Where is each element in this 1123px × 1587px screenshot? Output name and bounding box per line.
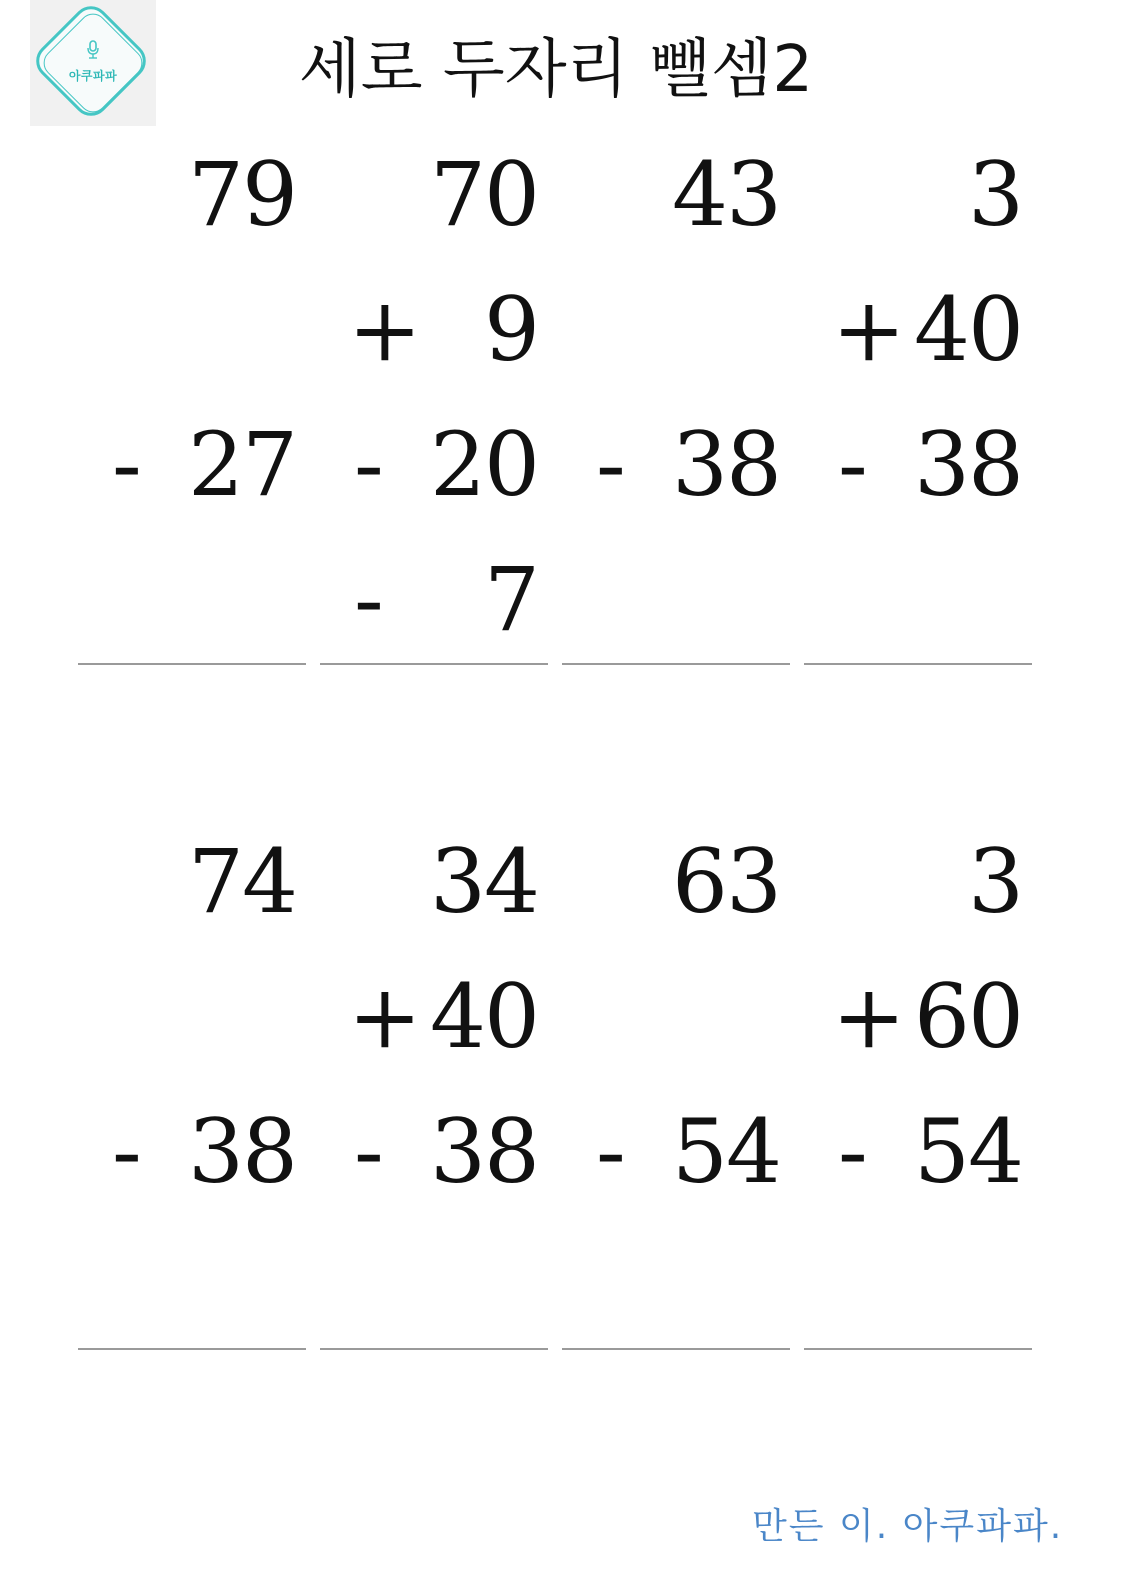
problem-line (320, 415, 548, 515)
answer-line (320, 663, 548, 665)
operator-sign: + (832, 965, 906, 1068)
problem-line (78, 967, 306, 1067)
operand-number: 40 (914, 278, 1022, 381)
operator-sign: - (354, 1100, 384, 1203)
operator-sign: - (596, 413, 626, 516)
problem-line (78, 415, 306, 515)
operand-number: 34 (430, 830, 538, 933)
operator-sign: + (832, 278, 906, 381)
problem-line (320, 280, 548, 380)
operand-number: 79 (188, 143, 296, 246)
operand-number: 7 (484, 548, 538, 651)
operand-number: 40 (430, 965, 538, 1068)
problem-line (562, 145, 790, 245)
operand-number: 74 (188, 830, 296, 933)
problem-line (78, 145, 306, 245)
operand-number: 27 (188, 413, 296, 516)
operator-sign: - (112, 1100, 142, 1203)
operand-number: 38 (672, 413, 780, 516)
problem-line (320, 1102, 548, 1202)
problem-line (78, 1102, 306, 1202)
operand-number: 3 (968, 830, 1022, 933)
problem-line (78, 280, 306, 380)
answer-line (320, 1348, 548, 1350)
operator-sign: + (348, 278, 422, 381)
problem-line (562, 280, 790, 380)
operand-number: 54 (672, 1100, 780, 1203)
operand-number: 9 (484, 278, 538, 381)
operand-number: 38 (914, 413, 1022, 516)
problem-line (78, 550, 306, 650)
logo-text: 아쿠파파 (68, 69, 118, 83)
operator-sign: - (354, 413, 384, 516)
problem-line (804, 1102, 1032, 1202)
operator-sign: - (596, 1100, 626, 1203)
operator-sign: + (348, 965, 422, 1068)
problem-line (804, 967, 1032, 1067)
operator-sign: - (112, 413, 142, 516)
operand-number: 20 (430, 413, 538, 516)
problem-line (562, 1102, 790, 1202)
operand-number: 63 (672, 830, 780, 933)
problem-line (562, 832, 790, 932)
answer-line (562, 1348, 790, 1350)
operator-sign: - (838, 1100, 868, 1203)
answer-line (804, 1348, 1032, 1350)
problem-line (320, 550, 548, 650)
problem-line (320, 832, 548, 932)
page-title: 세로 두자리 뺄셈2 (298, 33, 814, 107)
problem-line (562, 415, 790, 515)
operand-number: 60 (914, 965, 1022, 1068)
operand-number: 43 (672, 143, 780, 246)
operand-number: 54 (914, 1100, 1022, 1203)
problem-line (804, 550, 1032, 650)
operand-number: 3 (968, 143, 1022, 246)
operand-number: 38 (188, 1100, 296, 1203)
answer-line (804, 663, 1032, 665)
problem-line (804, 280, 1032, 380)
problem-line (320, 967, 548, 1067)
footer-credit: 만든 이. 아쿠파파. (752, 1506, 1064, 1547)
answer-line (78, 663, 306, 665)
operator-sign: - (354, 548, 384, 651)
problem-line (320, 145, 548, 245)
operand-number: 38 (430, 1100, 538, 1203)
answer-line (562, 663, 790, 665)
operator-sign: - (838, 413, 868, 516)
operand-number: 70 (430, 143, 538, 246)
problem-line (804, 145, 1032, 245)
problem-line (562, 550, 790, 650)
problem-line (562, 967, 790, 1067)
answer-line (78, 1348, 306, 1350)
problem-line (804, 832, 1032, 932)
problem-line (804, 415, 1032, 515)
problem-line (78, 832, 306, 932)
